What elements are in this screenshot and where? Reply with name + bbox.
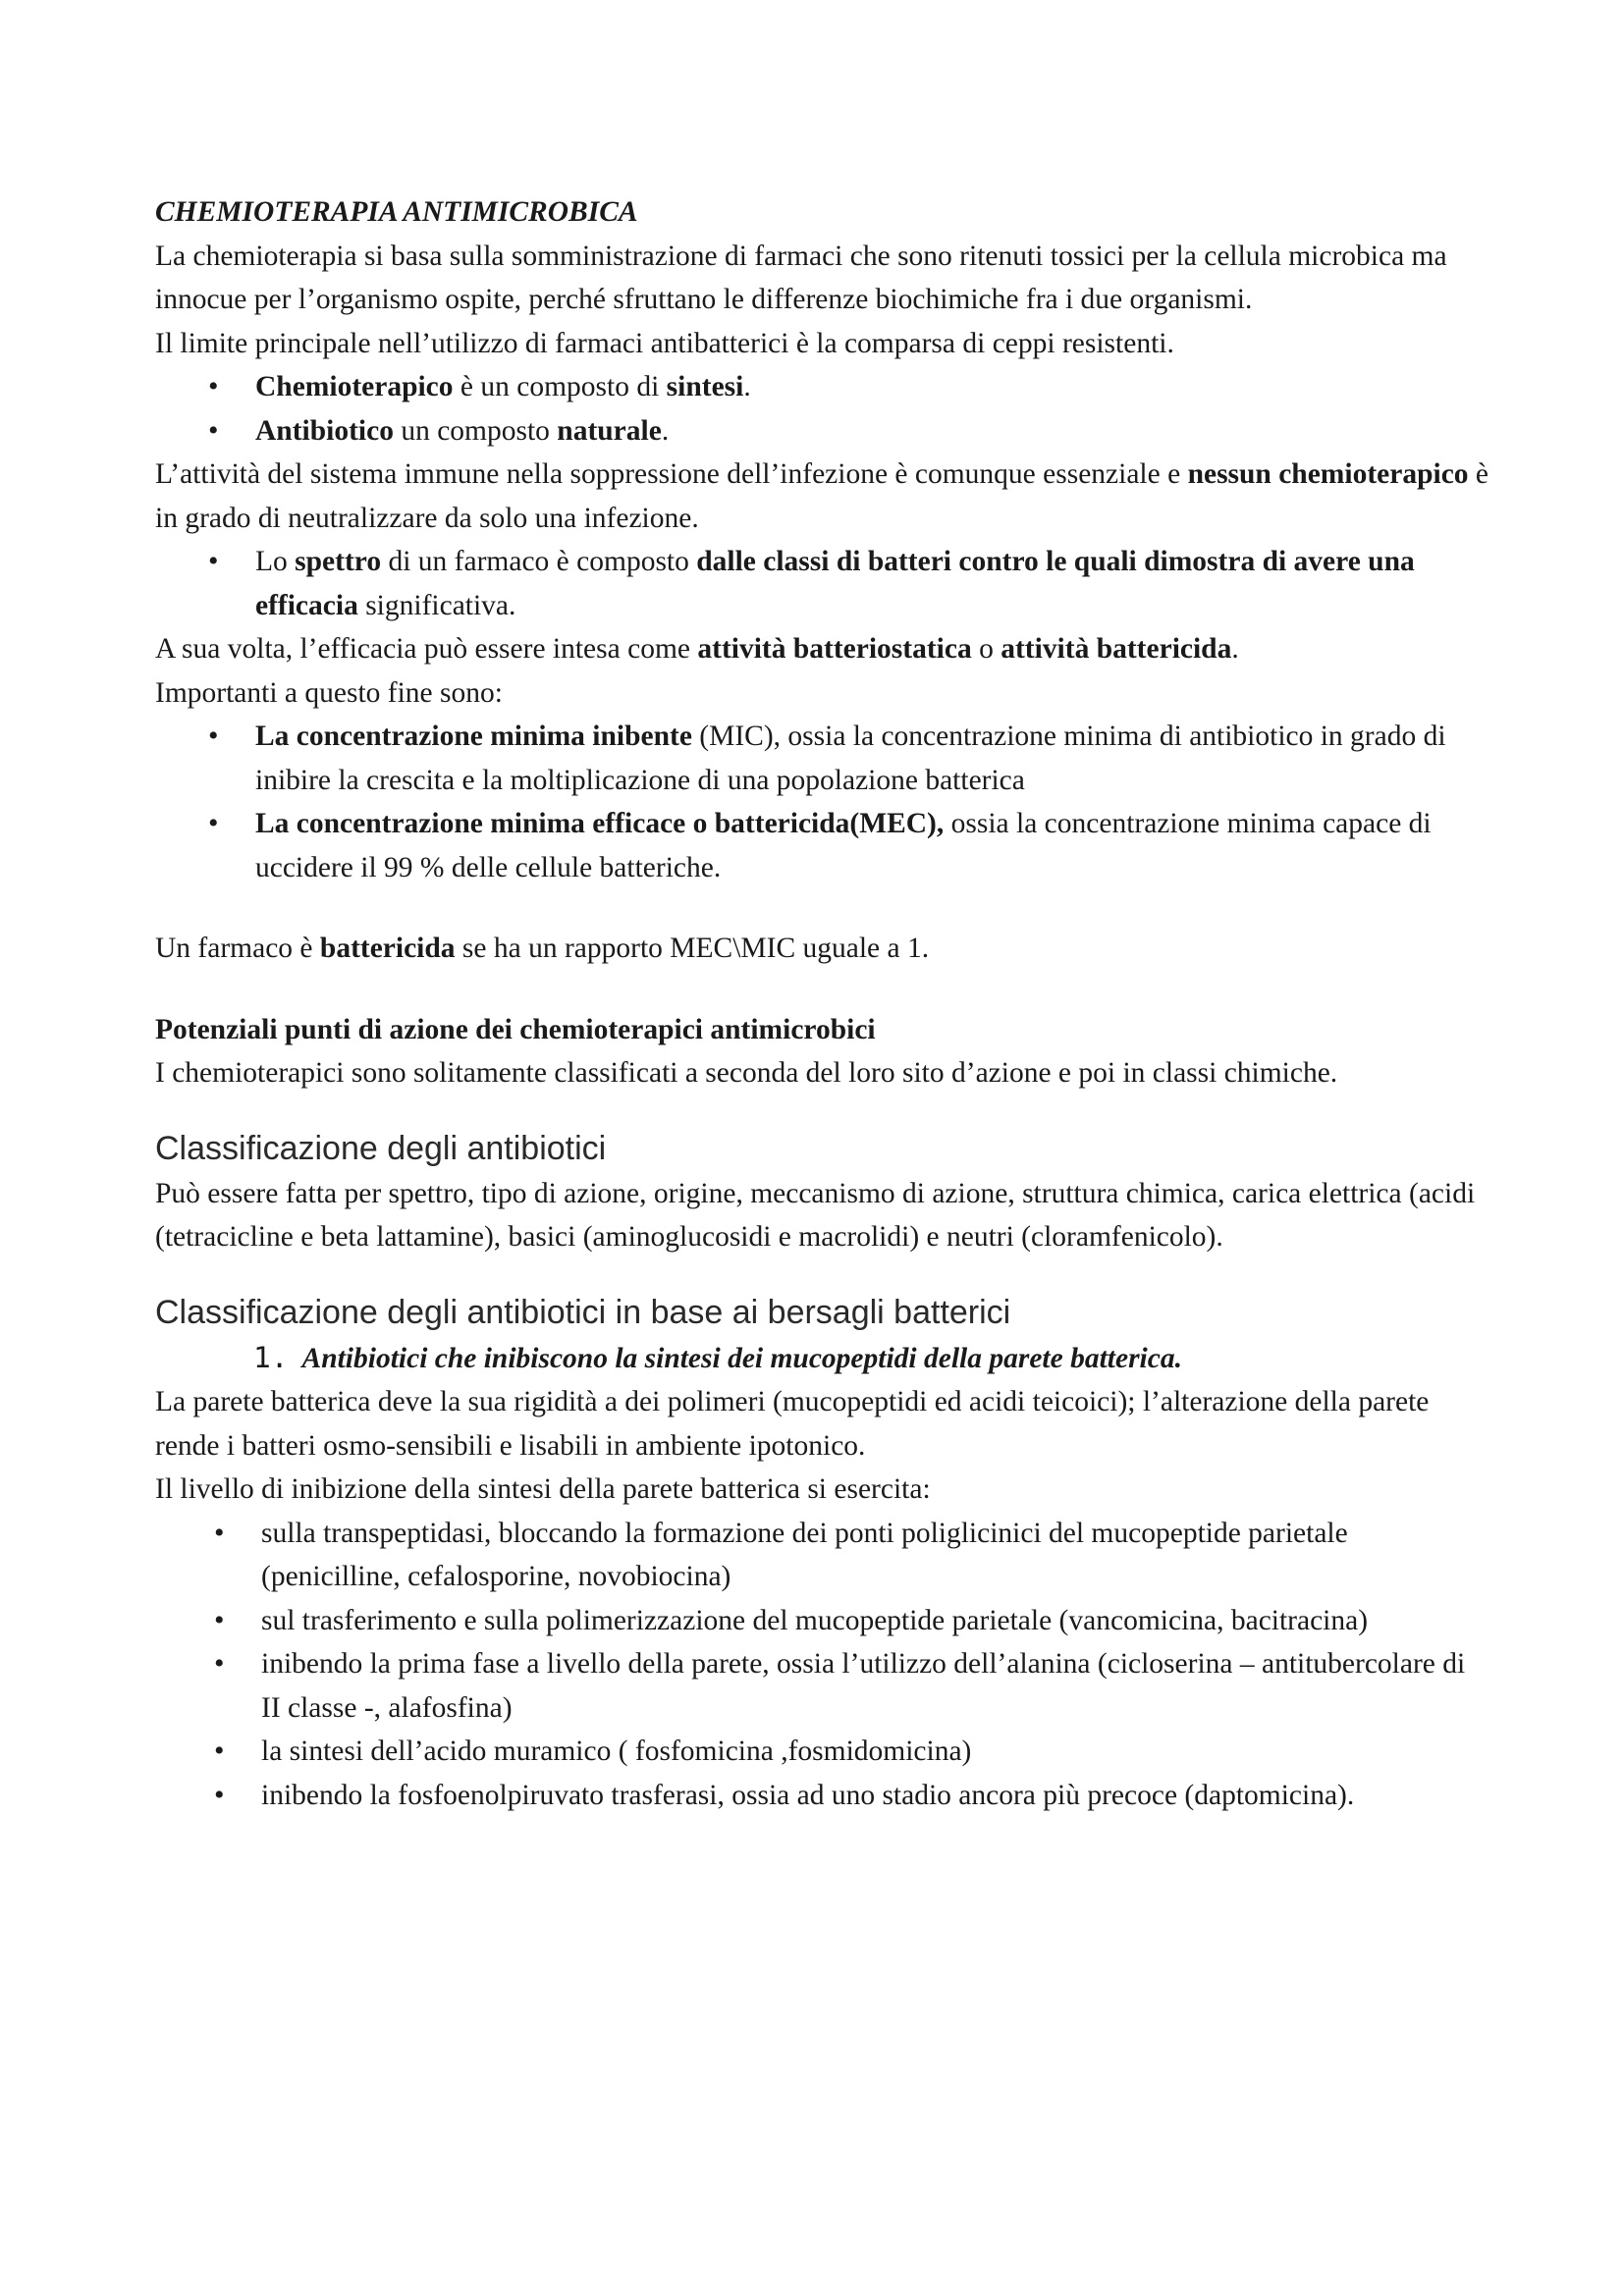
text: è un composto di bbox=[453, 371, 667, 402]
list-item bbox=[155, 540, 1490, 627]
emphasis: spettro bbox=[295, 546, 382, 577]
emphasis: attività battericida bbox=[1001, 633, 1232, 665]
text: è in grado di neutralizzare da solo una infezione. bbox=[155, 458, 1488, 534]
limit-paragraph: Il limite principale nell’utilizzo di farmaci antibatterici è la comparsa di ceppi resistenti. bbox=[155, 327, 1174, 359]
term: Antibiotico bbox=[255, 414, 394, 447]
emphasis: La concentrazione minima efficace o battericida(MEC), bbox=[255, 808, 945, 839]
list-item: • inibendo la fosfoenolpiruvato trasferasi, ossia ad uno stadio ancora più precoce (daptomicina). bbox=[155, 1774, 1490, 1818]
text: L’attività del sistema immune nella soppressione dell’infezione è comunque essenziale e bbox=[155, 458, 1188, 490]
emphasis: dalle classi di batteri contro le quali dimostra di avere una efficacia bbox=[255, 546, 1415, 621]
section-paragraph: I chemioterapici sono solitamente classificati a seconda del loro sito d’azione e poi in classi chimiche. bbox=[155, 1057, 1338, 1089]
text: Un farmaco è bbox=[155, 933, 320, 964]
spectrum-list bbox=[155, 540, 1490, 627]
section-title-text: Potenziali punti di azione dei chemioterapici antimicrobici bbox=[155, 1013, 876, 1045]
spacer bbox=[155, 1095, 1490, 1125]
intro-paragraph: La chemioterapia si basa sulla somministrazione di farmaci che sono ritenuti tossici per la cellula microbica ma innocue per l’organismo ospite, perché sfruttano le differenze biochimiche fra i due organismi. bbox=[155, 240, 1447, 315]
text: A sua volta, l’efficacia può essere intesa come bbox=[155, 633, 698, 665]
inhibition-list bbox=[155, 1512, 1490, 1818]
document-body bbox=[155, 190, 1490, 1817]
spacer bbox=[155, 889, 1490, 927]
list-item: • sulla transpeptidasi, bloccando la formazione dei ponti poliglicinici del mucopeptide parietale (penicilline, cefalosporine, novobiocina) bbox=[155, 1512, 1490, 1599]
concentration-list bbox=[155, 715, 1490, 889]
list-item bbox=[155, 365, 1490, 409]
bactericidal-paragraph bbox=[155, 927, 1490, 971]
efficacy-paragraph bbox=[155, 627, 1490, 671]
list-item: • inibendo la prima fase a livello della parete, ossia l’utilizzo dell’alanina (cicloserina – antitubercolare di II classe -, alafosfina) bbox=[155, 1642, 1490, 1730]
list-item: • sul trasferimento e sulla polimerizzazione del mucopeptide parietale (vancomicina, bacitracina) bbox=[155, 1599, 1490, 1643]
important-line: Importanti a questo fine sono: bbox=[155, 676, 503, 709]
classification-paragraph: Può essere fatta per spettro, tipo di azione, origine, meccanismo di azione, struttura chimica, carica elettrica (acidi (tetracicline e beta lattamine), basici (aminoglucosidi e macrolidi) e neutri (cloramfenicolo). bbox=[155, 1177, 1476, 1253]
text: (MIC), ossia la concentrazione minima di antibiotico in grado di inibire la crescita e la moltiplicazione di una popolazione batterica bbox=[255, 721, 1446, 796]
text: ossia la concentrazione minima capace di uccidere il 99 % delle cellule batteriche. bbox=[255, 808, 1432, 883]
list-item: • la sintesi dell’acido muramico ( fosfomicina ,fosmidomicina) bbox=[155, 1730, 1490, 1774]
list-item bbox=[155, 802, 1490, 889]
text: significativa. bbox=[357, 589, 516, 621]
emphasis: battericida bbox=[319, 933, 456, 964]
text: se ha un rapporto MEC\MIC uguale a 1. bbox=[455, 933, 930, 964]
text: . bbox=[661, 414, 670, 447]
text: Lo bbox=[255, 546, 296, 577]
text: un composto bbox=[393, 414, 558, 447]
text: . bbox=[1231, 633, 1239, 665]
numbered-heading-text: Antibiotici che inibiscono la sintesi dei mucopeptidi della parete batterica. bbox=[301, 1342, 1182, 1374]
spacer bbox=[155, 1259, 1490, 1289]
numbered-heading bbox=[155, 1336, 1490, 1381]
emphasis: nessun chemioterapico bbox=[1187, 458, 1469, 490]
wall-paragraph-2: Il livello di inibizione della sintesi della parete batterica si esercita: bbox=[155, 1473, 931, 1505]
page-title: CHEMIOTERAPIA ANTIMICROBICA bbox=[155, 196, 638, 228]
text: di un farmaco è composto bbox=[381, 546, 697, 577]
emphasis: attività batteriostatica bbox=[697, 633, 972, 665]
section-title bbox=[155, 1008, 1490, 1052]
list-item bbox=[155, 409, 1490, 454]
list-number: 1. bbox=[253, 1340, 289, 1374]
heading-classification: Classificazione degli antibiotici bbox=[155, 1129, 607, 1167]
immune-paragraph bbox=[155, 453, 1490, 540]
spacer bbox=[155, 971, 1490, 1008]
term: Chemioterapico bbox=[255, 371, 454, 402]
text: . bbox=[743, 371, 751, 402]
term: naturale bbox=[557, 414, 662, 447]
emphasis: La concentrazione minima inibente bbox=[255, 721, 692, 752]
text: o bbox=[971, 633, 1001, 665]
heading-targets: Classificazione degli antibiotici in base ai bersagli batterici bbox=[155, 1293, 1011, 1331]
definitions-list bbox=[155, 365, 1490, 453]
list-item bbox=[155, 715, 1490, 802]
term: sintesi bbox=[666, 371, 744, 402]
wall-paragraph: La parete batterica deve la sua rigidità a dei polimeri (mucopeptidi ed acidi teicoici); l’alterazione della parete rende i batteri osmo-sensibili e lisabili in ambiente ipotonico. bbox=[155, 1386, 1430, 1462]
